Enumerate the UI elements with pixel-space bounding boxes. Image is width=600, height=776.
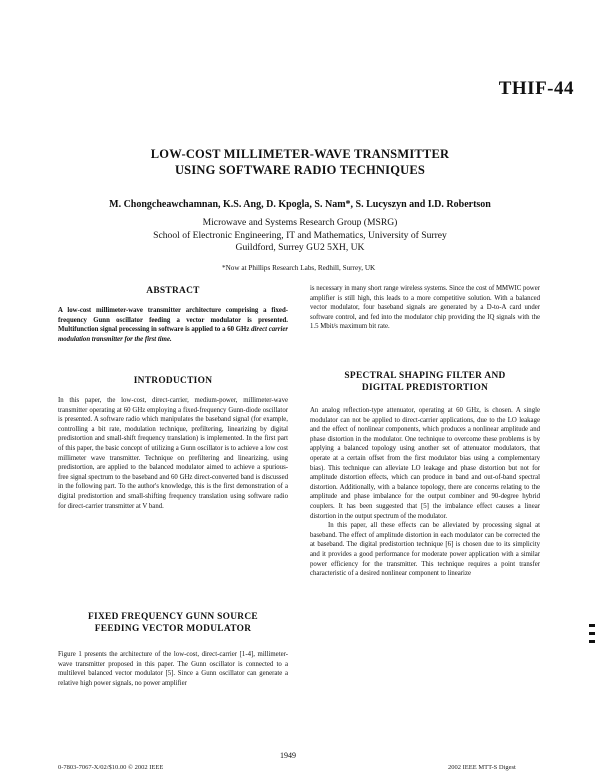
affiliation [0,217,600,255]
margin-mark [589,632,595,635]
affiliation-line-1: Microwave and Systems Research Group (MSRG) [202,217,398,228]
fixed-frequency-heading [58,611,288,635]
fixed-text: Figure 1 presents the architecture of the low-cost, direct-carrier [1-4], millimeter-wave transmitter proposed in this paper. The Gunn oscillator is connected to a multilevel balanced vector modulator [5]. Since a Gunn oscillator can generate a relative high power signals, no power amplifier [58,651,288,687]
introduction-heading: INTRODUCTION [133,376,213,386]
paper-code: THIF-44 [498,78,574,99]
paper-title [0,146,600,178]
introduction-body [58,396,288,511]
fixed-frequency-body [58,650,288,688]
author-note: *Now at Phillips Research Labs, Redhill, Surrey, UK [222,264,376,272]
title-line-1: LOW-COST MILLIMETER-WAVE TRANSMITTER [150,147,450,161]
abstract-heading: ABSTRACT [146,286,200,296]
abstract-text-italic: direct carrier modulation transmitter for the first time. [58,326,289,343]
copyright-footer: 0-7803-7067-X/02/$10.00 © 2002 IEEE [58,764,164,771]
spectral-text-1: An analog reflection-type attenuator, operating at 60 GHz, is chosen. A single modulator can not be applied to direct-carrier applications, due to the LO leakage and the effect of nonlinear components, which produces a nonlinear amplitude and phase distortion in the modulator. One technique to overcome these problems is by applying a balanced topology using another set of attenuator modulators, that operate at a certain offset from the first modulator bias using a complementary bias). This technique can alleviate LO leakage and phase distortion but not for amplitude distortion effects, which can produce in band and out-of-band spectral distortion. Additionally, with a balance topology, there are concerns relating to the amplitude and phase imbalance for the output combiner and 90-degree hybrid couplers. It has been suggested that [5] the imbalance effect causes a linear distortion in the output spectrum of the modulator. [310,407,540,520]
digest-footer: 2002 IEEE MTT-S Digest [448,764,516,771]
right-intro-body [310,284,540,332]
abstract-text-bold: A low-cost millimeter-wave transmitter architecture comprising a fixed-frequency Gunn oscillator feeding a vector modulator is presented. Multifunction signal processing in software is applied to a 60 GHz [58,307,288,334]
affiliation-line-2: School of Electronic Engineering, IT and Mathematics, University of Surrey [153,229,447,241]
spectral-body [310,406,540,579]
margin-mark [589,640,595,643]
margin-mark [589,624,595,627]
title-line-2: USING SOFTWARE RADIO TECHNIQUES [174,163,426,177]
spectral-heading [310,370,540,394]
abstract-body [58,306,288,344]
right-intro-text: is necessary in many short range wireless systems. Since the cost of MMWIC power amplifier is still high, this leads to a more competitive solution. With a balanced vector modulator, four baseband signals are generated by a D-to-A card under software control, and fed into the modulator chip providing the IQ signals with the 1.5 Mbit/s maximum bit rate. [310,285,540,331]
affiliation-line-3: Guildford, Surrey GU2 5XH, UK [235,242,365,253]
fixed-heading-line-2: FEEDING VECTOR MODULATOR [94,624,252,634]
introduction-text: In this paper, the low-cost, direct-carrier, medium-power, millimeter-wave transmitter operating at 60 GHz employing a fixed-frequency Gunn-diode oscillator is presented. A software radio which manipulates the baseband signal (for example, controlling a bit rate, modulation technique, prefiltering, linearizing by digital predistortion and small-shift frequency translation) is implemented. In the first part of this paper, the basic concept of utilizing a Gunn oscillator is to achieve a low cost millimeter wave transmitter. Technique on prefiltering and linearizing, using predistortion, are applied to the balanced modulator aimed to achieve a spurious-free signal spectrum to the baseband and 60 GHz direct-converted band is discussed in the following part. To the author's knowledge, this is the first demonstration of a digital predistortion and small-shifting frequency translation using software radio for direct-carrier transmitter at V band. [58,397,288,510]
spectral-text-2: In this paper, all these effects can be alleviated by processing signal at baseband. The effect of amplitude distortion in each modulator can be corrected the at baseband. The digital predistortion technique [6] is chosen due to its simplicity and it provides a good performance for moderate power application with a similar power efficiency for the transmitter. This technique requires a point transfer characteristic of a desired nonlinear component to linearize [310,522,540,578]
spectral-heading-line-1: SPECTRAL SHAPING FILTER AND [344,371,506,381]
authors: M. Chongcheawchamnan, K.S. Ang, D. Kpogla, S. Nam*, S. Lucyszyn and I.D. Robertson [109,199,491,210]
spectral-heading-line-2: DIGITAL PREDISTORTION [361,383,489,393]
fixed-heading-line-1: FIXED FREQUENCY GUNN SOURCE [87,612,258,622]
page-number: 1949 [280,751,296,760]
